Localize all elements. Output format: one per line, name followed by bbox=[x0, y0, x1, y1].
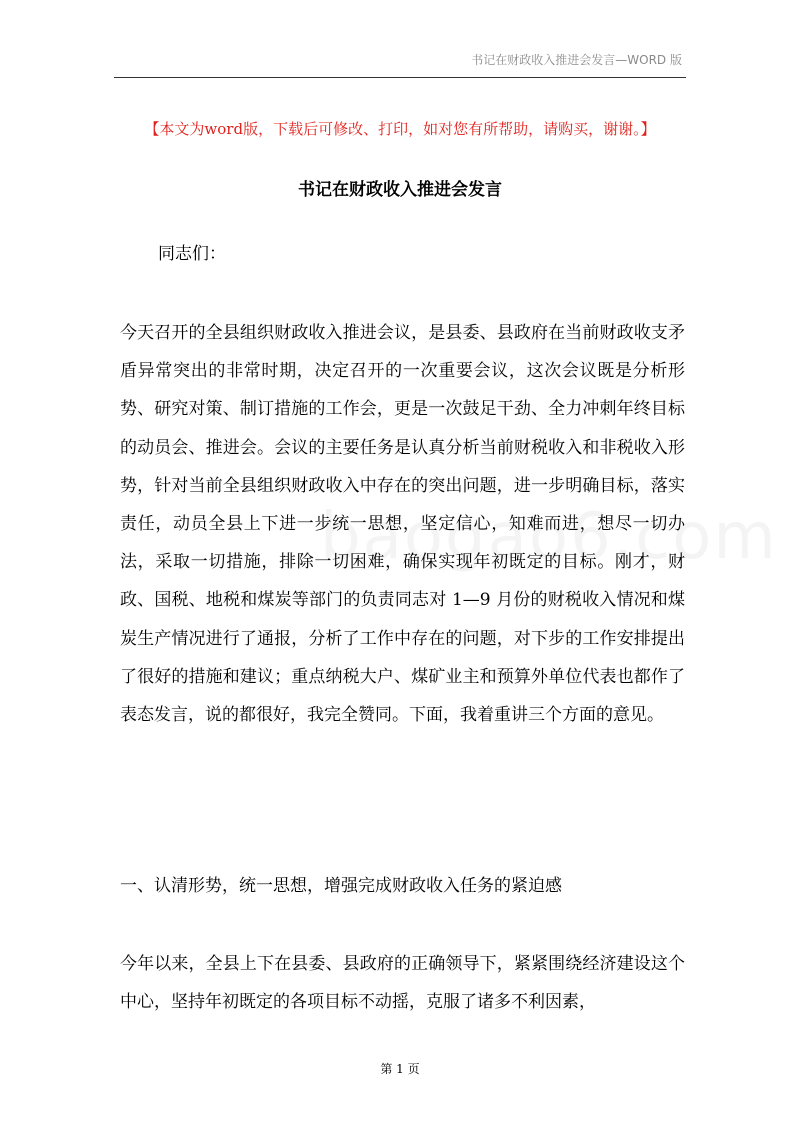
document-title: 书记在财政收入推进会发言 bbox=[298, 180, 502, 200]
page-number: 第 1 页 bbox=[380, 1062, 420, 1076]
section-heading: 一、认清形势，统一思想，增强完成财政收入任务的紧迫感 bbox=[120, 876, 562, 896]
salutation: 同志们： bbox=[158, 244, 226, 264]
body-paragraph: 今天召开的全县组织财政收入推进会议，是县委、县政府在当前财政收支矛盾异常突出的非常时期，决定召开的一次重要会议，这次会议既是分析形势、研究对策、制订措施的工作会，更是一次鼓足干劲、全力冲刺年终目标的动员会、推进会。会议的主要任务是认真分析当前财税收入和非税收入形势，针对当前全县组织财政收入中存在的突出问题，进一步明确目标，落实责任，动员全县上下进一步统一思想，坚定信心，知难而进，想尽一切办法，采取一切措施，排除一切困难，确保实现年初既定的目标。刚才，财政、国税、地税和煤炭等部门的负责同志对 1—9 月份的财税收入情况和煤炭生产情况进行了通报，分析了工作中存在的问题，对下步的工作安排提出了很好的措施和建议；重点纳税大户、煤矿业主和预算外单位代表也都作了表态发言，说的都很好，我完全赞同。下面，我着重讲三个方面的意见。 bbox=[120, 323, 685, 726]
body-paragraph: 今年以来，全县上下在县委、县政府的正确领导下，紧紧围绕经济建设这个中心，坚持年初既定的各项目标不动摇，克服了诸多不利因素， bbox=[120, 954, 685, 1013]
header-divider bbox=[114, 77, 686, 78]
download-notice: 【本文为word版，下载后可修改、打印，如对您有所帮助，请购买，谢谢。】 bbox=[144, 120, 656, 138]
running-header: 书记在财政收入推进会发言—WORD 版 bbox=[471, 53, 682, 67]
